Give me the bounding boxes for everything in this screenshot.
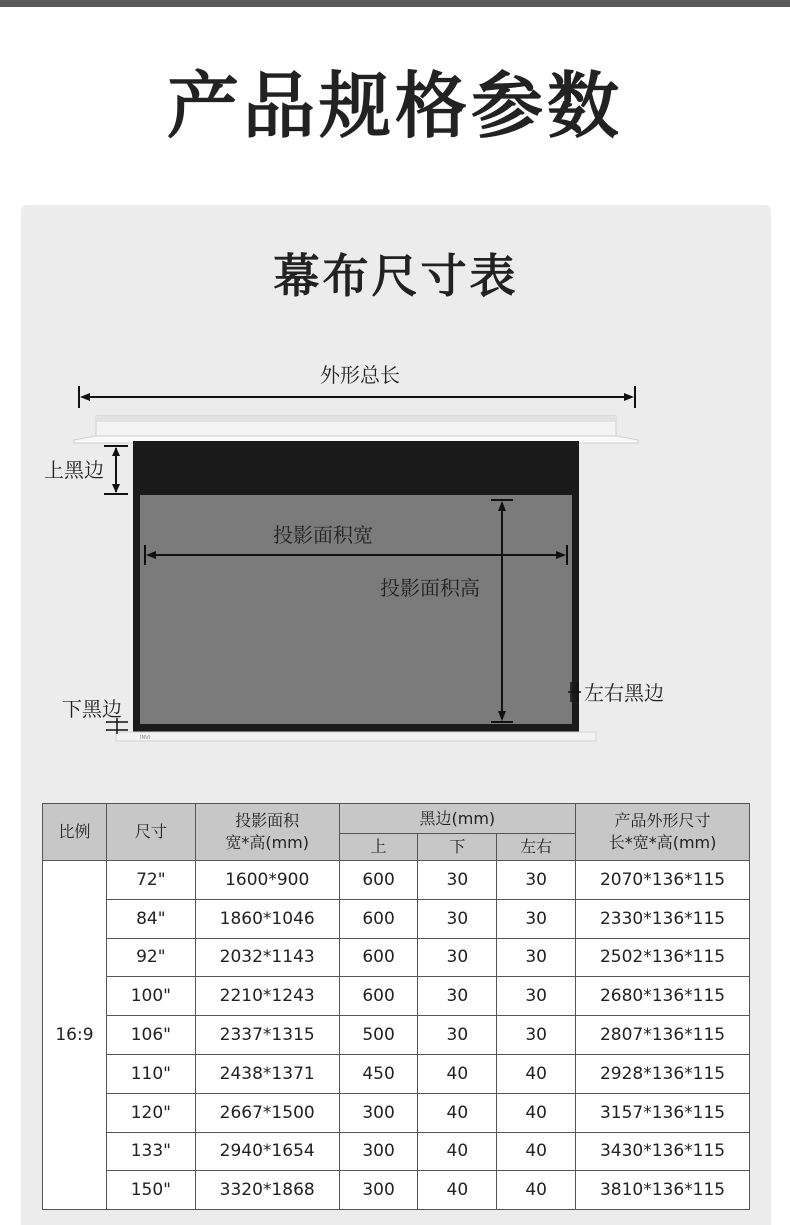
border-bottom-cell: 30 [418,977,497,1016]
border-sides-cell: 30 [497,977,576,1016]
spec-table [42,803,750,1210]
header-border-top: 上 [339,834,418,861]
dims-cell: 3810*136*115 [576,1171,750,1210]
border-sides-cell: 40 [497,1054,576,1093]
section-title: 幕布尺寸表 [273,249,519,303]
side-border-label: 左右黑边 [584,681,664,705]
border-bottom-cell: 40 [418,1171,497,1210]
dims-cell: 3430*136*115 [576,1132,750,1171]
border-top-cell: 500 [339,1016,418,1055]
logo-text: INVI [140,735,151,741]
border-bottom-cell: 40 [418,1054,497,1093]
border-bottom-cell: 30 [418,1016,497,1055]
size-cell: 92" [106,938,195,977]
border-top-cell: 300 [339,1132,418,1171]
border-top-cell: 300 [339,1171,418,1210]
size-cell: 72" [106,861,195,900]
header-projection-area [195,804,339,861]
header-black-border: 黑边(mm) [339,804,575,834]
projection-height-label: 投影面积高 [380,576,480,600]
border-sides-cell: 30 [497,899,576,938]
border-sides-cell: 40 [497,1132,576,1171]
border-sides-cell: 40 [497,1093,576,1132]
header-product-dims-line1: 产品外形尺寸 [614,811,711,830]
size-cell: 120" [106,1093,195,1132]
border-top-cell: 300 [339,1093,418,1132]
header-size: 尺寸 [106,804,195,861]
border-bottom-cell: 40 [418,1132,497,1171]
bottom-border-label: 下黑边 [62,697,122,721]
area-cell: 2337*1315 [195,1016,339,1055]
border-sides-cell: 30 [497,938,576,977]
table-row [43,1171,750,1210]
table-row [43,938,750,977]
dims-cell: 2070*136*115 [576,861,750,900]
overall-length-dimension [79,386,635,408]
overall-length-label: 外形总长 [320,363,400,387]
header-border-sides: 左右 [497,834,576,861]
border-top-cell: 600 [339,977,418,1016]
area-cell: 2438*1371 [195,1054,339,1093]
dims-cell: 2928*136*115 [576,1054,750,1093]
table-row [43,1132,750,1171]
area-cell: 1860*1046 [195,899,339,938]
screen-housing [74,416,638,443]
page-title: 产品规格参数 [166,64,623,148]
border-top-cell: 600 [339,899,418,938]
header-product-dims [576,804,750,861]
dims-cell: 3157*136*115 [576,1093,750,1132]
header-border-bottom: 下 [418,834,497,861]
border-bottom-cell: 30 [418,899,497,938]
border-bottom-cell: 30 [418,861,497,900]
area-cell: 2032*1143 [195,938,339,977]
size-cell: 106" [106,1016,195,1055]
header-ratio: 比例 [43,804,107,861]
table-row [43,899,750,938]
area-cell: 2210*1243 [195,977,339,1016]
area-cell: 2940*1654 [195,1132,339,1171]
border-bottom-cell: 40 [418,1093,497,1132]
border-sides-cell: 30 [497,1016,576,1055]
top-border-dimension [104,446,128,494]
size-cell: 133" [106,1132,195,1171]
dims-cell: 2807*136*115 [576,1016,750,1055]
dims-cell: 2680*136*115 [576,977,750,1016]
header-projection-area-line1: 投影面积 [235,811,300,830]
spec-table-body [43,861,750,1210]
border-sides-cell: 30 [497,861,576,900]
top-border-label: 上黑边 [44,458,104,482]
screen-canvas [116,441,596,741]
size-cell: 100" [106,977,195,1016]
border-top-cell: 600 [339,861,418,900]
table-row [43,1016,750,1055]
area-cell: 1600*900 [195,861,339,900]
size-cell: 84" [106,899,195,938]
header-product-dims-line2: 长*宽*高(mm) [608,833,717,852]
table-row [43,1054,750,1093]
ratio-cell: 16:9 [43,861,107,1210]
border-bottom-cell: 30 [418,938,497,977]
table-row [43,1093,750,1132]
border-sides-cell: 40 [497,1171,576,1210]
dims-cell: 2330*136*115 [576,899,750,938]
header-projection-area-line2: 宽*高(mm) [225,833,310,852]
area-cell: 2667*1500 [195,1093,339,1132]
border-top-cell: 450 [339,1054,418,1093]
dims-cell: 2502*136*115 [576,938,750,977]
table-row [43,861,750,900]
area-cell: 3320*1868 [195,1171,339,1210]
size-cell: 110" [106,1054,195,1093]
projection-width-label: 投影面积宽 [273,523,373,547]
border-top-cell: 600 [339,938,418,977]
size-cell: 150" [106,1171,195,1210]
table-row [43,977,750,1016]
